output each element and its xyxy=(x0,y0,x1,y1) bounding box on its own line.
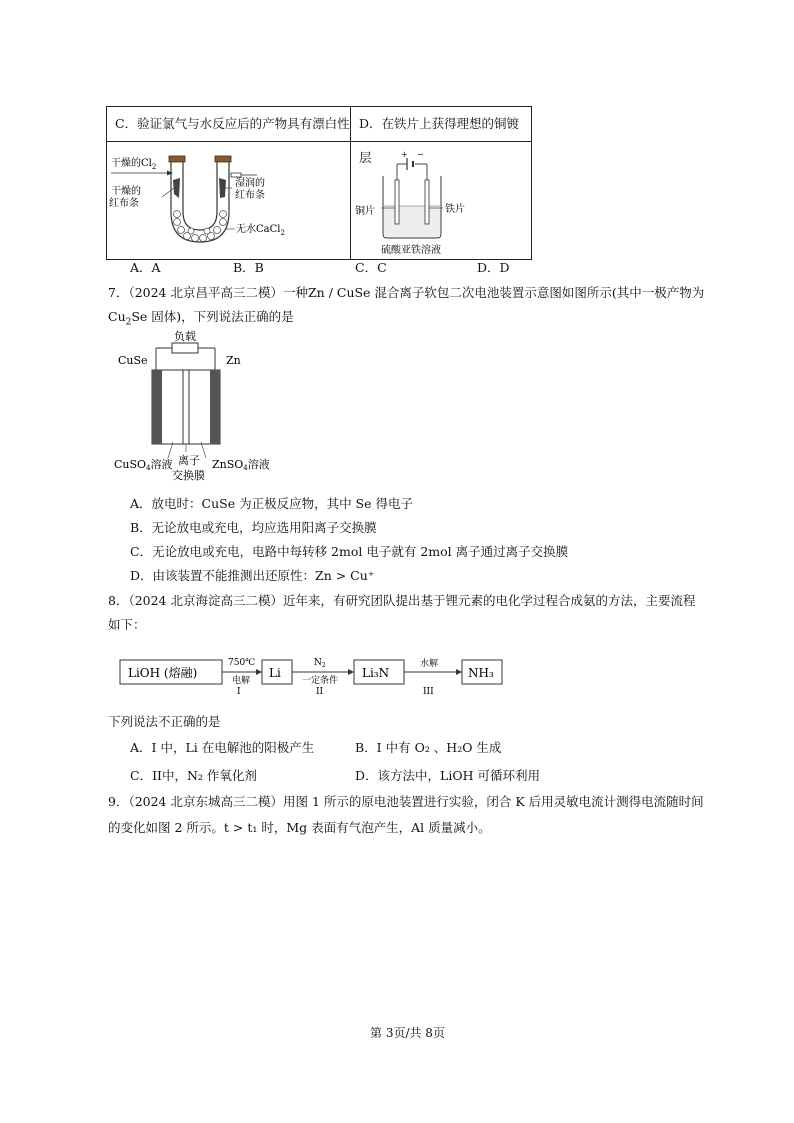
q6-option-b[interactable]: B．B xyxy=(233,260,264,275)
cuso4-solution-label: CuSO4溶液 xyxy=(114,458,173,472)
q8-stem-line1: 8．（2024 北京海淀高三二模）近年来，有研究团队提出基于锂元素的电化学过程合成氨的方法，主要流程 xyxy=(108,593,696,608)
q7-stem-line1: 7．（2024 北京昌平高三二模）一种Zn / CuSe 混合离子软包二次电池装置示意图如图所示(其中一极产物为 xyxy=(108,285,705,300)
q9-stem-line2: 的变化如图 2 所示。t > t₁ 时，Mg 表面有气泡产生，Al 质量减小。 xyxy=(108,820,491,835)
iron-plate-label: 铁片 xyxy=(445,204,465,215)
step2-reagent: $N_2$ xyxy=(314,658,326,669)
membrane-label-2: 交换膜 xyxy=(172,469,205,482)
q7-option-b[interactable]: B．无论放电或充电，均应选用阳离子交换膜 xyxy=(130,520,377,535)
step1-roman: I xyxy=(237,687,241,697)
u-tube-apparatus-figure xyxy=(107,142,350,259)
svg-text:+: + xyxy=(401,150,408,159)
battery-diagram xyxy=(108,330,288,485)
synthesis-flow-diagram xyxy=(118,650,518,700)
q8-option-b[interactable]: B．I 中有 O₂ 、H₂O 生成 xyxy=(355,740,502,755)
option-c-figure-cell xyxy=(107,142,351,260)
q6-option-a[interactable]: A．A xyxy=(130,260,161,275)
ferrous-sulfate-label: 硫酸亚铁溶液 xyxy=(381,245,441,256)
q7-stem-line2: $Cu_2Se$ 固体)，下列说法正确的是 xyxy=(108,309,294,328)
flow-box-nh3: NH₃ xyxy=(468,666,494,680)
membrane-label-1: 离子 xyxy=(178,454,200,467)
wet-strip-label-2: 红布条 xyxy=(235,190,265,201)
q6-option-c[interactable]: C．C xyxy=(355,260,387,275)
step2-condition: 一定条件 xyxy=(302,676,339,686)
option-d-header-cell xyxy=(351,107,532,165)
flow-box-li: Li xyxy=(269,666,281,680)
option-c-header: C．验证氯气与水反应后的产物具有漂白性 xyxy=(115,116,350,131)
step3-roman: III xyxy=(423,687,434,697)
q6-option-d[interactable]: D．D xyxy=(477,260,510,275)
znso4-solution-label: ZnSO4溶液 xyxy=(212,458,270,472)
option-d-figure-cell xyxy=(351,142,532,260)
dry-strip-label-1: 干燥的 xyxy=(111,186,141,197)
dry-strip-label-2: 红布条 xyxy=(109,198,139,209)
q9-stem-line1: 9．（2024 北京东城高三二模）用图 1 所示的原电池装置进行实验，闭合 K 后用灵敏电流计测得电流随时间 xyxy=(108,794,704,809)
q8-question: 下列说法不正确的是 xyxy=(108,714,221,729)
options-table xyxy=(106,106,532,260)
q8-option-c[interactable]: C．II中，N₂ 作氧化剂 xyxy=(130,768,257,783)
dry-cl2-label: 干燥的$Cl_2$ xyxy=(111,158,157,171)
step3-method: 水解 xyxy=(420,659,439,669)
cuse-electrode-label: CuSe xyxy=(118,354,148,367)
copper-plate-label: 铜片 xyxy=(355,206,375,217)
q8-stem-line2: 如下： xyxy=(108,617,146,632)
q7-option-c[interactable]: C．无论放电或充电，电路中每转移 2mol 电子就有 2mol 离子通过离子交换膜 xyxy=(130,544,569,559)
q8-option-a[interactable]: A．I 中，Li 在电解池的阳极产生 xyxy=(130,740,315,755)
step1-condition: 750℃ xyxy=(228,658,256,668)
q8-option-d[interactable]: D．该方法中，LiOH 可循环利用 xyxy=(355,768,540,783)
page-footer: 第 3页/共 8页 xyxy=(370,1026,445,1040)
electroplating-figure xyxy=(351,142,531,259)
wet-strip-label-1: 湿润的 xyxy=(235,178,265,189)
step2-roman: II xyxy=(316,687,324,697)
svg-text:−: − xyxy=(417,150,424,159)
step1-method: 电解 xyxy=(232,676,251,686)
option-d-header: D．在铁片上获得理想的铜镀层 xyxy=(359,116,520,165)
option-c-header-cell xyxy=(107,107,351,142)
load-label: 负载 xyxy=(174,330,196,343)
q7-option-a[interactable]: A．放电时：CuSe 为正极反应物，其中 Se 得电子 xyxy=(130,496,413,511)
cacl2-label: 无水CaCl$_2$ xyxy=(236,224,285,237)
zn-electrode-label: Zn xyxy=(226,354,241,367)
flow-box-li3n: Li₃N xyxy=(362,666,390,680)
q7-option-d[interactable]: D．由该装置不能推测出还原性：Zn > Cu⁺ xyxy=(130,568,375,583)
flow-box-lioh: LiOH (熔融) xyxy=(128,666,198,680)
